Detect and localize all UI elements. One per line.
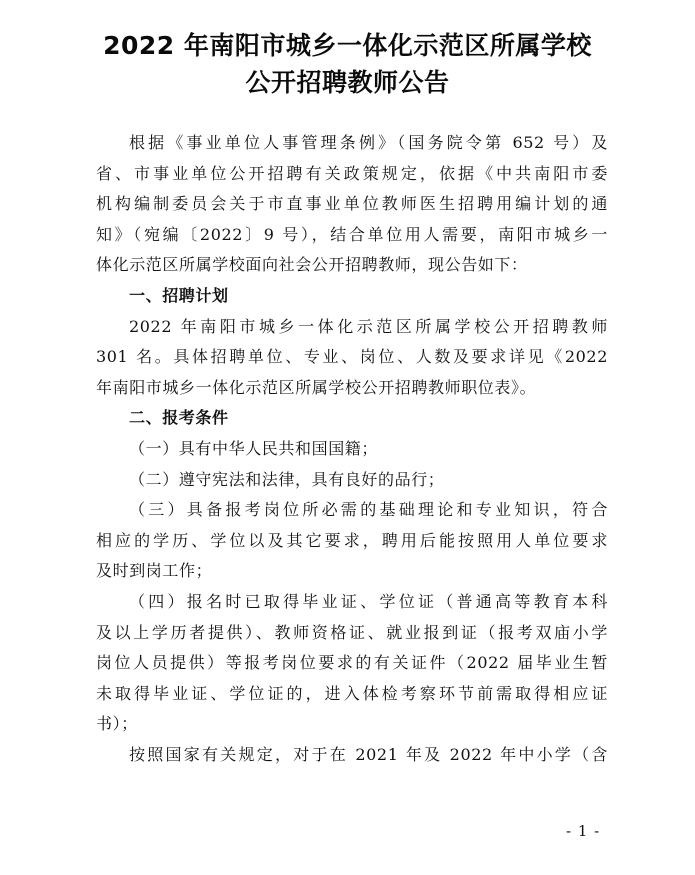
paragraph-line: 按照国家有关规定，对于在 2021 年及 2022 年中小学（含	[129, 744, 608, 764]
paragraph-line: 体化示范区所属学校面向社会公开招聘教师，现公告如下：	[96, 255, 528, 275]
section-heading-eligibility: 二、报考条件	[129, 408, 229, 428]
paragraph-line: 及以上学历者提供）、教师资格证、就业报到证（报考双庙小学	[96, 622, 608, 642]
paragraph-line: 及时到岗工作；	[96, 561, 213, 581]
paragraph-line: 根据《事业单位人事管理条例》（国务院令第 652 号）及	[129, 133, 608, 152]
document-title	[0, 27, 695, 101]
document-body	[96, 128, 608, 770]
list-item: （一）具有中华人民共和国国籍；	[129, 438, 379, 458]
list-item: （二）遵守宪法和法律，具有良好的品行；	[129, 469, 445, 489]
title-line-2: 公开招聘教师公告	[245, 68, 450, 97]
title-line-1: 2022 年南阳市城乡一体化示范区所属学校	[103, 31, 592, 60]
paragraph-line: 知》（宛编〔2022〕9 号），结合单位用人需要，南阳市城乡一	[96, 224, 608, 244]
page-number: - 1 -	[566, 822, 601, 840]
paragraph-line: 未取得毕业证、学位证的，进入体检考察环节前需取得相应证	[96, 683, 608, 703]
paragraph-line: 2022 年南阳市城乡一体化示范区所属学校公开招聘教师	[129, 316, 608, 336]
list-item: （三）具备报考岗位所必需的基础理论和专业知识，符合	[129, 500, 608, 520]
paragraph-line: 相应的学历、学位以及其它要求，聘用后能按照用人单位要求	[96, 530, 608, 550]
list-item: （四）报名时已取得毕业证、学位证（普通高等教育本科	[129, 591, 608, 611]
paragraph-line: 岗位人员提供）等报考岗位要求的有关证件（2022 届毕业生暂	[96, 653, 608, 673]
paragraph-line: 省、市事业单位公开招聘有关政策规定，依据《中共南阳市委	[96, 163, 608, 183]
paragraph-line: 机构编制委员会关于市直事业单位教师医生招聘用编计划的通	[96, 194, 608, 214]
section-heading-recruitment-plan: 一、招聘计划	[129, 285, 229, 305]
paragraph-line: 书）；	[96, 714, 138, 734]
paragraph-line: 年南阳市城乡一体化示范区所属学校公开招聘教师职位表》。	[96, 377, 537, 397]
paragraph-line: 301 名。具体招聘单位、专业、岗位、人数及要求详见《2022	[96, 347, 608, 367]
